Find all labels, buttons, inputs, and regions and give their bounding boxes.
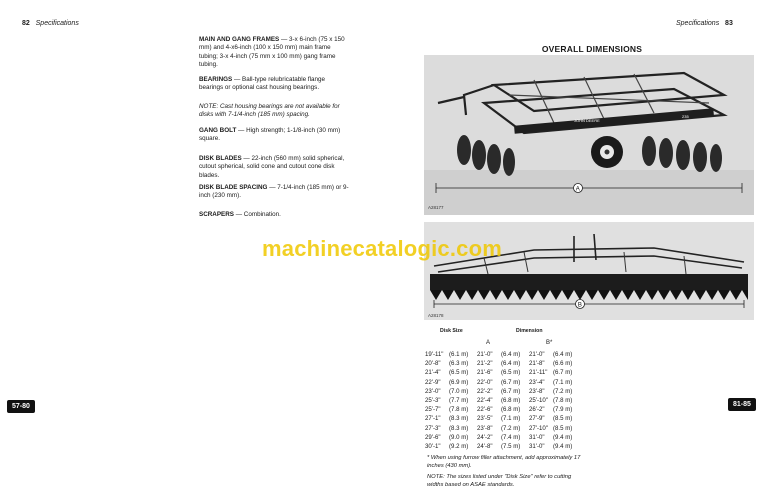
spec-scrapers bbox=[199, 211, 349, 219]
table-cell-b-m: (9.4 m) bbox=[553, 433, 573, 441]
table-cell-a-m: (6.8 m) bbox=[501, 406, 521, 414]
table-cell-size: 23'-0" bbox=[425, 387, 441, 395]
table-cell-size: 27'-3" bbox=[425, 424, 441, 432]
dimension-a-label: A bbox=[575, 186, 580, 193]
table-cell-b-m: (7.8 m) bbox=[553, 397, 573, 405]
table-cell-b-m: (6.7 m) bbox=[553, 369, 573, 377]
table-cell-size: 21'-4" bbox=[425, 369, 441, 377]
table-header-dimension: Dimension bbox=[516, 328, 543, 334]
spec-frames bbox=[199, 36, 349, 70]
table-cell-b-m: (8.5 m) bbox=[553, 424, 573, 432]
header-left bbox=[22, 20, 79, 27]
table-cell-a: 23'-5" bbox=[477, 415, 493, 423]
section-title-right: Specifications bbox=[676, 20, 720, 27]
table-cell-a-m: (7.5 m) bbox=[501, 442, 521, 450]
table-cell-b-m: (8.5 m) bbox=[553, 415, 573, 423]
table-cell-a: 22'-2" bbox=[477, 387, 493, 395]
spec-gang-bolt-text: — High strength; 1-1/8-inch (30 mm) square. bbox=[199, 127, 341, 143]
table-cell-a: 22'-0" bbox=[477, 378, 493, 386]
table-cell-a-m: (7.1 m) bbox=[501, 415, 521, 423]
table-cell-a: 21'-6" bbox=[477, 369, 493, 377]
table-footnote: * When using furrow filler attachment, add approximately 17 inches (430 mm). bbox=[427, 455, 581, 469]
table-cell-size: 30'-1" bbox=[425, 442, 441, 450]
table-cell-b: 21'-11" bbox=[529, 369, 548, 377]
table-cell-b-m: (7.2 m) bbox=[553, 387, 573, 395]
model-text: 235 bbox=[682, 114, 689, 119]
spec-scrapers-text: — Combination. bbox=[234, 211, 281, 218]
section-title-left: Specifications bbox=[35, 20, 79, 27]
spec-gang-bolt bbox=[199, 127, 349, 144]
table-cell-a: 22'-4" bbox=[477, 397, 493, 405]
table-cell-a-m: (6.7 m) bbox=[501, 387, 521, 395]
side-tab-right: 81-85 bbox=[728, 398, 756, 411]
table-cell-b: 21'-0" bbox=[529, 351, 545, 359]
spec-note: NOTE: Cast housing bearings are not available for disks with 7-1/4-inch (185 mm) spacing. bbox=[199, 103, 340, 119]
table-cell-b: 27'-10" bbox=[529, 424, 548, 432]
dimension-b-label: B bbox=[577, 302, 582, 309]
table-cell-size-m: (6.3 m) bbox=[449, 360, 469, 368]
table-cell-b-m: (7.9 m) bbox=[553, 406, 573, 414]
table-cell-b: 21'-8" bbox=[529, 360, 545, 368]
table-cell-size-m: (6.1 m) bbox=[449, 351, 469, 359]
table-cell-b-m: (6.6 m) bbox=[553, 360, 573, 368]
table-row bbox=[425, 405, 581, 414]
spec-bearings-title: BEARINGS bbox=[199, 76, 233, 83]
table-cell-size-m: (9.0 m) bbox=[449, 433, 469, 441]
spec-blade-spacing-title: DISK BLADE SPACING bbox=[199, 184, 268, 191]
spec-disk-blades-title: DISK BLADES bbox=[199, 155, 242, 162]
table-row bbox=[425, 378, 581, 387]
table-row bbox=[425, 414, 581, 423]
spec-bearings bbox=[199, 76, 349, 93]
spec-scrapers-title: SCRAPERS bbox=[199, 211, 234, 218]
decal-text: JOHN DEERE bbox=[574, 118, 600, 123]
table-cell-a: 24'-8" bbox=[477, 442, 493, 450]
table-cell-a: 22'-6" bbox=[477, 406, 493, 414]
table-cell-b: 31'-0" bbox=[529, 442, 545, 450]
table-row bbox=[425, 433, 581, 442]
table-cell-a-m: (7.2 m) bbox=[501, 424, 521, 432]
table-row bbox=[425, 396, 581, 405]
harrow-top-drawing bbox=[424, 55, 754, 215]
table-cell-a-m: (6.4 m) bbox=[501, 360, 521, 368]
spec-frames-title: MAIN AND GANG FRAMES bbox=[199, 36, 280, 43]
table-cell-a-m: (6.5 m) bbox=[501, 369, 521, 377]
table-cell-b: 23'-4" bbox=[529, 378, 545, 386]
dimensions-table bbox=[425, 350, 581, 451]
table-cell-size-m: (9.2 m) bbox=[449, 442, 469, 450]
table-cell-b: 27'-9" bbox=[529, 415, 545, 423]
spec-gang-bolt-title: GANG BOLT bbox=[199, 127, 237, 134]
table-cell-a: 21'-2" bbox=[477, 360, 493, 368]
table-cell-b-m: (9.4 m) bbox=[553, 442, 573, 450]
table-cell-size-m: (6.9 m) bbox=[449, 378, 469, 386]
spec-blade-spacing-text: — 7-1/4-inch (185 mm) or 9-inch (230 mm). bbox=[199, 184, 349, 200]
table-row bbox=[425, 442, 581, 451]
page-number-right: 83 bbox=[725, 20, 733, 27]
table-cell-size-m: (8.3 m) bbox=[449, 415, 469, 423]
spec-bearings-text: — Ball-type relubricatable flange bearings or optional cast housing bearings. bbox=[199, 76, 326, 92]
table-cell-a-m: (6.8 m) bbox=[501, 397, 521, 405]
spec-disk-blades-text: — 22-inch (560 mm) solid spherical, cutout spherical, solid cone and cutout cone disk blades. bbox=[199, 155, 345, 179]
table-cell-a-m: (7.4 m) bbox=[501, 433, 521, 441]
table-cell-size-m: (8.3 m) bbox=[449, 424, 469, 432]
table-cell-a: 24'-2" bbox=[477, 433, 493, 441]
spec-blade-spacing bbox=[199, 184, 349, 201]
table-row bbox=[425, 424, 581, 433]
harrow-photo-top bbox=[424, 55, 754, 215]
table-header-disk-size: Disk Size bbox=[440, 328, 463, 334]
table-cell-size: 25'-3" bbox=[425, 397, 441, 405]
watermark: machinecatalogic.com bbox=[262, 236, 502, 261]
table-cell-b: 23'-8" bbox=[529, 387, 545, 395]
table-cell-size-m: (6.5 m) bbox=[449, 369, 469, 377]
photo1-code: A28177 bbox=[428, 205, 444, 210]
header-right bbox=[676, 20, 733, 27]
table-row bbox=[425, 387, 581, 396]
table-note: NOTE: The sizes listed under "Disk Size" refer to cutting widths based on ASAE standards. bbox=[427, 474, 572, 488]
table-cell-b: 31'-0" bbox=[529, 433, 545, 441]
table-cell-b-m: (7.1 m) bbox=[553, 378, 573, 386]
table-header-b: B* bbox=[546, 340, 553, 346]
table-cell-size: 25'-7" bbox=[425, 406, 441, 414]
table-cell-a: 23'-8" bbox=[477, 424, 493, 432]
spec-disk-blades bbox=[199, 155, 349, 180]
table-row bbox=[425, 359, 581, 368]
table-cell-size: 29'-6" bbox=[425, 433, 441, 441]
table-cell-a-m: (6.7 m) bbox=[501, 378, 521, 386]
spec-frames-text: — 3-x 6-inch (75 x 150 mm) and 4-x6-inch (100 x 150 mm) main frame tubing; 3-x 4-inch (75 mm x 100 mm) gang frame tubing. bbox=[199, 36, 345, 69]
table-cell-b-m: (6.4 m) bbox=[553, 351, 573, 359]
table-cell-b: 26'-2" bbox=[529, 406, 545, 414]
table-cell-size-m: (7.8 m) bbox=[449, 406, 469, 414]
table-cell-size-m: (7.7 m) bbox=[449, 397, 469, 405]
table-cell-size-m: (7.0 m) bbox=[449, 387, 469, 395]
side-tab-left: 57-80 bbox=[7, 400, 35, 413]
table-header-a: A bbox=[486, 340, 491, 346]
table-row bbox=[425, 368, 581, 377]
table-cell-size: 20'-8" bbox=[425, 360, 441, 368]
table-cell-size: 22'-9" bbox=[425, 378, 441, 386]
overall-dimensions-title: OVERALL DIMENSIONS bbox=[541, 44, 643, 54]
photo2-code: A28178 bbox=[428, 313, 444, 318]
page-number-left: 82 bbox=[22, 20, 30, 27]
table-cell-b: 25'-10" bbox=[529, 397, 548, 405]
table-cell-size: 27'-1" bbox=[425, 415, 441, 423]
table-cell-a-m: (6.4 m) bbox=[501, 351, 521, 359]
table-cell-size: 19'-11" bbox=[425, 351, 444, 359]
table-row bbox=[425, 350, 581, 359]
dimensions-table-body bbox=[425, 350, 581, 451]
table-cell-a: 21'-0" bbox=[477, 351, 493, 359]
